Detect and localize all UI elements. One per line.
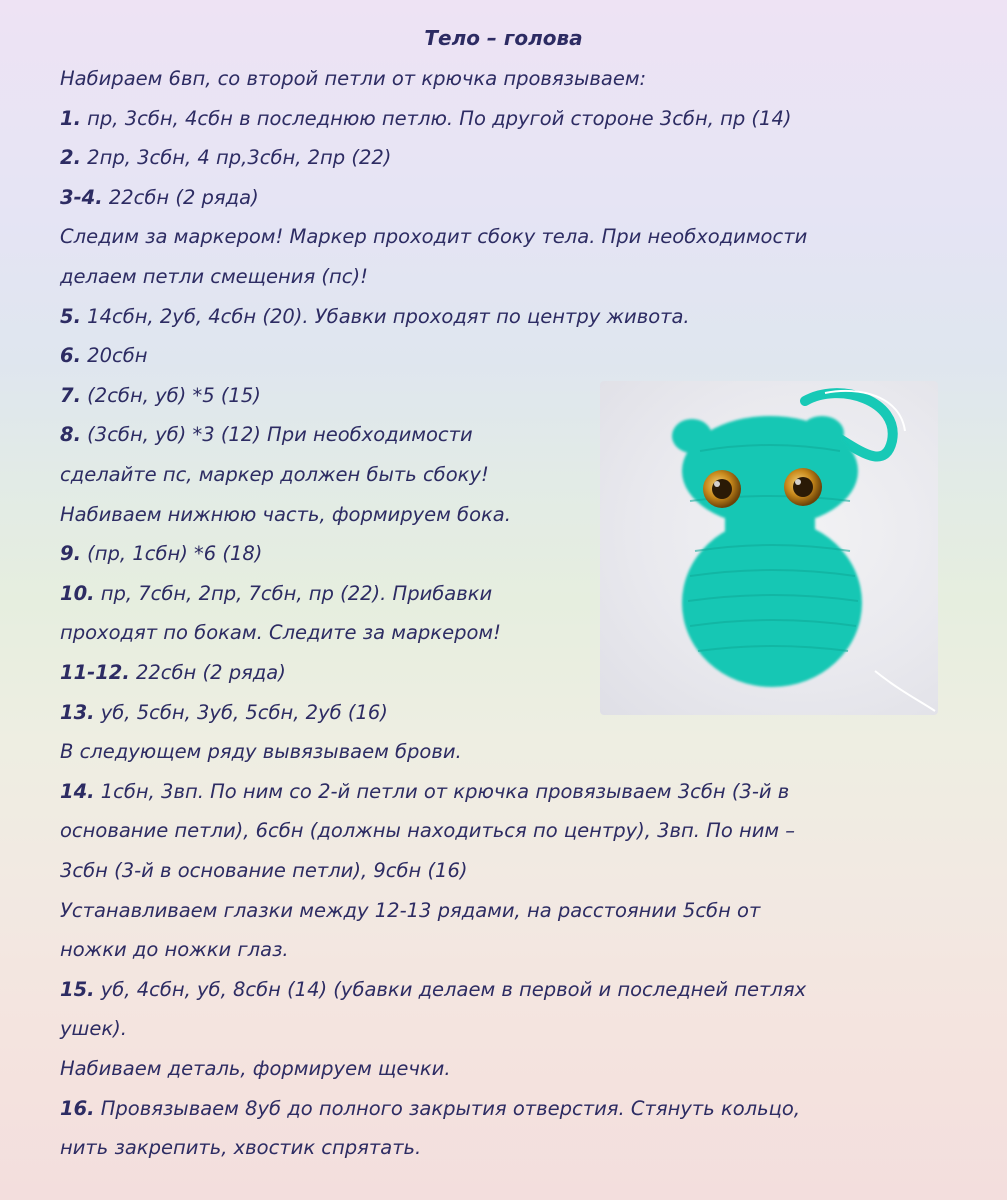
instruction-line: [60, 304, 690, 330]
row-text: 1сбн, 3вп. По ним со 2-й петли от крючка провязываем 3сбн (3-й в: [94, 779, 790, 803]
row-text: 3сбн (3-й в основание петли), 9сбн (16): [60, 859, 468, 882]
instruction-line: [60, 422, 473, 448]
row-text: 2пр, 3сбн, 4 пр,3сбн, 2пр (22): [80, 146, 392, 170]
instruction-line: [60, 818, 795, 844]
row-text: 22сбн (2 ряда): [102, 185, 259, 209]
row-text: уб, 4сбн, уб, 8сбн (14) (убавки делаем в первой и последней петлях: [94, 977, 807, 1001]
instruction-line: [60, 462, 489, 488]
row-text: 20сбн: [80, 344, 148, 368]
instruction-line: [60, 581, 492, 607]
row-number: 1.: [60, 106, 81, 130]
instruction-line: [60, 858, 467, 884]
row-number: 11-12.: [60, 661, 130, 684]
instruction-line: [60, 620, 501, 646]
instruction-line: [60, 739, 462, 765]
row-number: 3-4.: [60, 185, 103, 209]
instruction-line: [60, 700, 388, 726]
instruction-line: [60, 264, 368, 290]
row-text: 14сбн, 2уб, 4сбн (20). Убавки проходят по центру живота.: [80, 304, 690, 328]
eye-left: [703, 470, 741, 508]
instruction-line: [60, 224, 807, 250]
instruction-line: [60, 779, 789, 805]
row-number: 15.: [60, 977, 95, 1001]
row-text: Набиваем нижнюю часть, формируем бока.: [60, 502, 511, 526]
row-number: 9.: [60, 542, 81, 566]
row-number: 5.: [60, 304, 81, 328]
instruction-line: [60, 383, 261, 409]
eye-right: [784, 468, 822, 506]
row-number: 8.: [60, 423, 81, 447]
row-text: (2сбн, уб) *5 (15): [80, 383, 261, 407]
instruction-line: [60, 502, 511, 528]
instruction-line: [60, 1096, 800, 1122]
instruction-line: [60, 660, 286, 686]
row-text: Набираем 6вп, со второй петли от крючка провязываем:: [60, 67, 647, 90]
crochet-toy-image: [600, 381, 938, 715]
row-number: 14.: [60, 779, 95, 803]
instruction-line: [60, 898, 760, 924]
row-text: Следим за маркером! Маркер проходит сбоку тела. При необходимости: [60, 225, 808, 249]
row-text: ножки до ножки глаз.: [60, 938, 289, 962]
row-text: уб, 5сбн, 3уб, 5сбн, 2уб (16): [94, 700, 388, 724]
row-text: пр, 3сбн, 4сбн в последнюю петлю. По другой стороне 3сбн, пр (14): [80, 106, 792, 130]
row-text: нить закрепить, хвостик спрятать.: [60, 1136, 422, 1160]
instruction-line: [60, 977, 806, 1003]
row-text: В следующем ряду вывязываем брови.: [60, 740, 462, 764]
row-text: пр, 7сбн, 2пр, 7сбн, пр (22). Прибавки: [94, 581, 493, 605]
row-text: (3сбн, уб) *3 (12) При необходимости: [80, 423, 473, 447]
instruction-line: [60, 541, 262, 567]
row-number: 10.: [60, 581, 95, 605]
instruction-line: [60, 145, 391, 171]
instruction-line: [60, 106, 791, 132]
row-number: 16.: [60, 1096, 95, 1120]
instruction-line: [60, 1016, 127, 1042]
row-text: ушек).: [60, 1017, 127, 1041]
row-text: (пр, 1сбн) *6 (18): [80, 542, 263, 566]
row-text: делаем петли смещения (пс)!: [60, 265, 368, 288]
row-text: Набиваем деталь, формируем щечки.: [60, 1057, 451, 1080]
toy-photo: [600, 381, 938, 715]
instruction-line: [60, 185, 259, 211]
row-text: основание петли), 6сбн (должны находиться по центру), 3вп. По ним –: [60, 819, 796, 843]
row-number: 6.: [60, 344, 81, 368]
instruction-line: [60, 66, 646, 92]
row-text: проходят по бокам. Следите за маркером!: [60, 621, 501, 645]
instruction-line: [60, 1056, 451, 1082]
row-number: 2.: [60, 146, 81, 170]
row-number: 13.: [60, 700, 95, 724]
row-text: 22сбн (2 ряда): [129, 661, 286, 684]
row-text: Провязываем 8уб до полного закрытия отверстия. Стянуть кольцо,: [94, 1096, 801, 1120]
row-number: 7.: [60, 383, 81, 407]
instruction-line: [60, 1135, 421, 1161]
page-title: Тело – голова: [424, 26, 583, 50]
row-text: сделайте пс, маркер должен быть сбоку!: [60, 463, 489, 486]
instruction-line: [60, 343, 148, 369]
row-text: Устанавливаем глазки между 12-13 рядами, на расстоянии 5сбн от: [60, 898, 761, 922]
instruction-line: [60, 937, 289, 963]
